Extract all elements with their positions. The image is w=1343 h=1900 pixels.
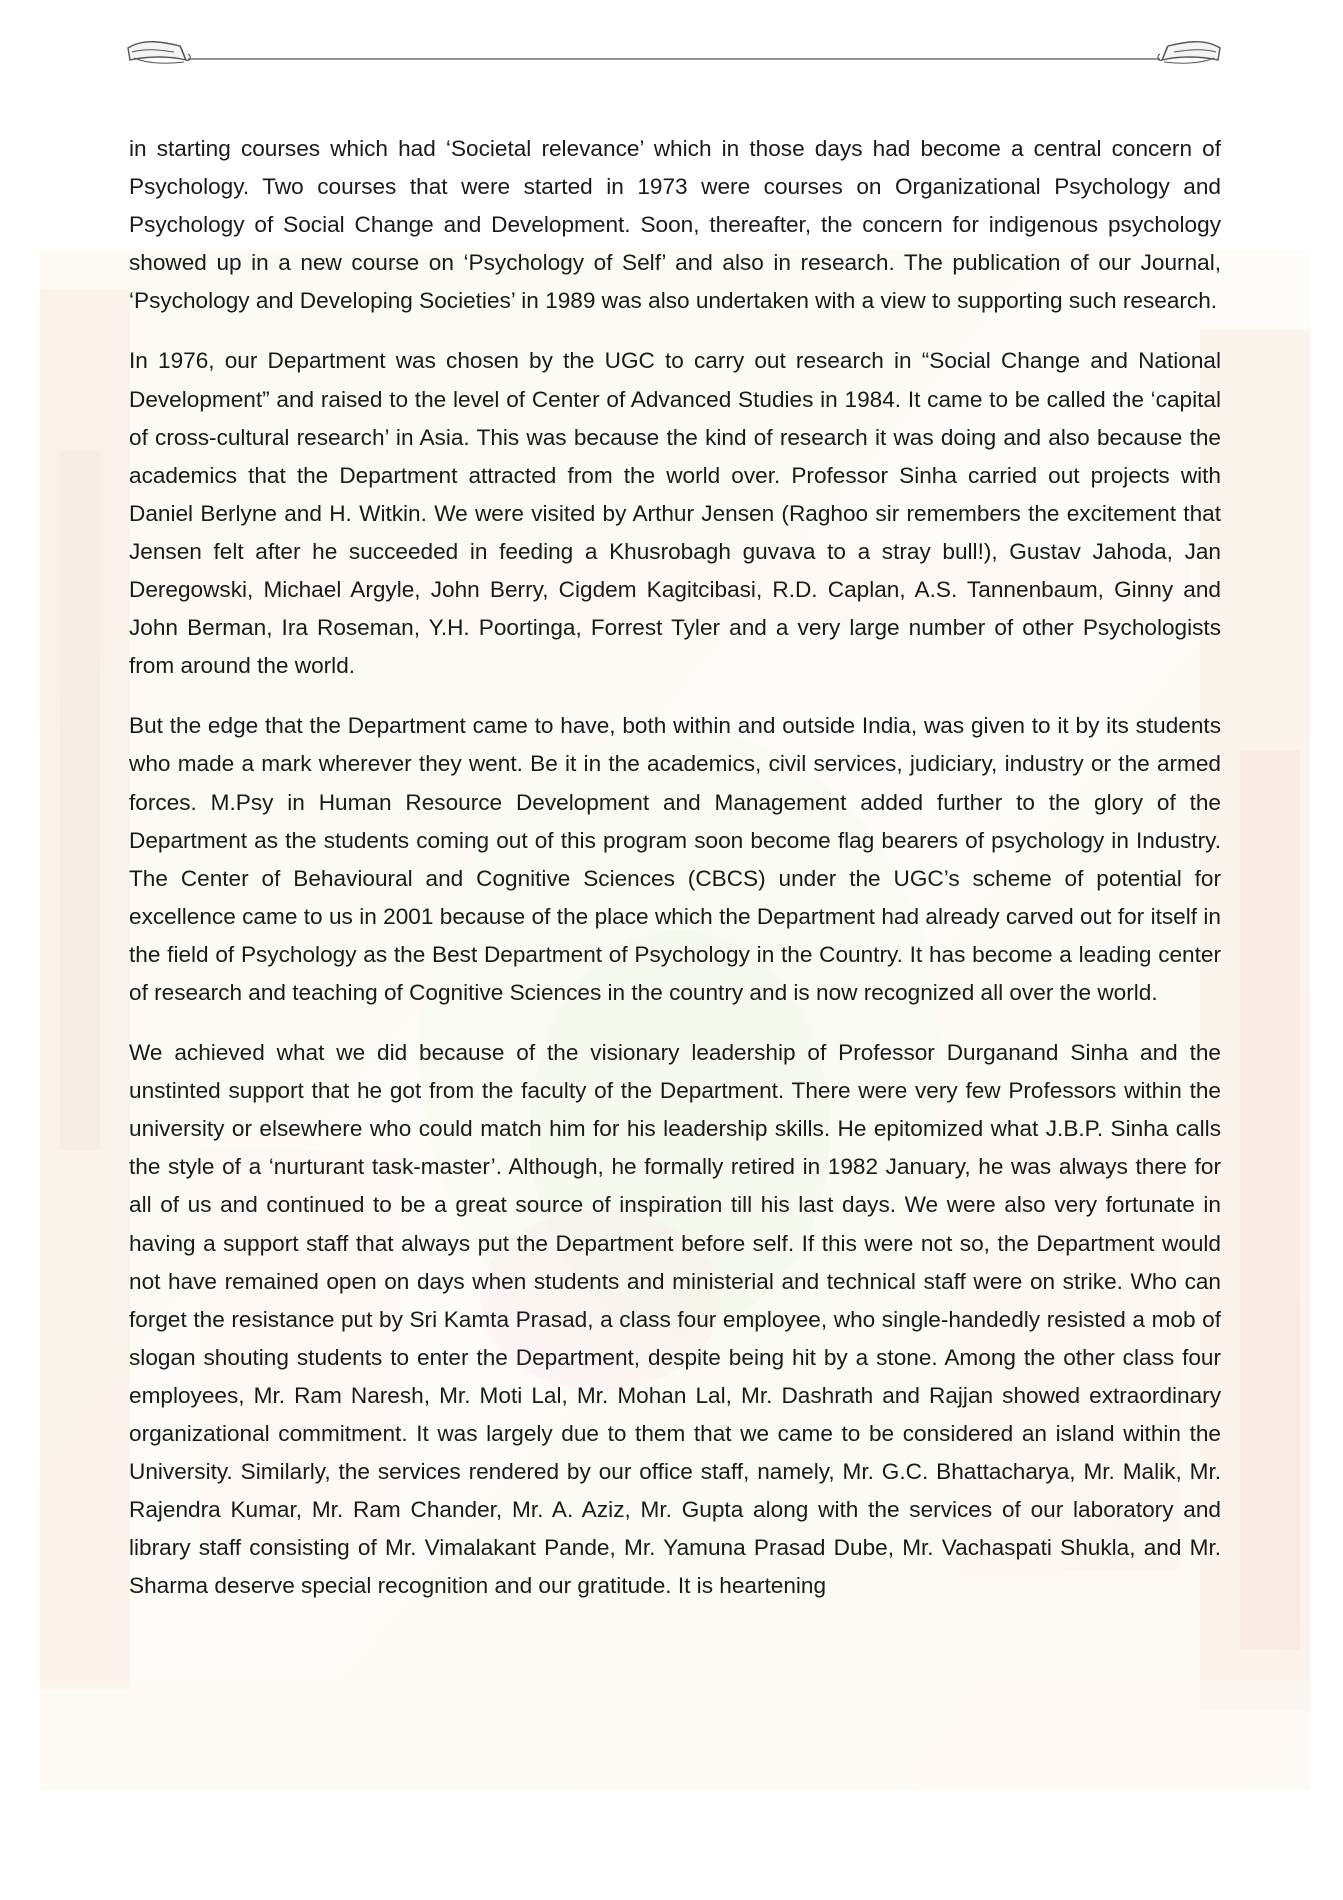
header-rule [124, 34, 1224, 74]
paragraph-3: But the edge that the Department came to have, both within and outside India, was given to it by its students who made a mark wherever they went. Be it in the academics, civil services, judiciary, industry or the armed forces. M.Psy in Human Resource Development and Management added further to the glory of the Department as the students coming out of this program soon become flag bearers of psychology in Industry. The Center of Behavioural and Cognitive Sciences (CBCS) under the UGC’s scheme of potential for excellence came to us in 2001 because of the place which the Department had already carved out for itself in the field of Psychology as the Best Department of Psychology in the Country. It has become a leading center of research and teaching of Cognitive Sciences in the country and is now recognized all over the world. [129, 713, 1221, 1005]
paragraph-1: in starting courses which had ‘Societal relevance’ which in those days had become a central concern of Psychology. Two courses that were started in 1973 were courses on Organizational Psychology and Psychology of Social Change and Development. Soon, thereafter, the concern for indigenous psychology showed up in a new course on ‘Psychology of Self’ and also in research. The publication of our Journal, ‘Psychology and Developing Societies’ in 1989 was also undertaken with a view to supporting such research. [129, 136, 1221, 314]
paragraph-4: We achieved what we did because of the visionary leadership of Professor Durganand Sinha and the unstinted support that he got from the faculty of the Department. There were very few Professors within the university or elsewhere who could match him for his leadership skills. He epitomized what J.B.P. Sinha calls the style of a ‘nurturant task-master’. Although, he formally retired in 1982 January, he was always there for all of us and continued to be a great source of inspiration till his last days. We were also very fortunate in having a support staff that always put the Department before self. If this were not so, the Department would not have remained open on days when students and ministerial and technical staff were on strike. Who can forget the resistance put by Sri Kamta Prasad, a class four employee, who single-handedly resisted a mob of slogan shouting students to enter the Department, despite being hit by a stone. Among the other class four employees, Mr. Ram Naresh, Mr. Moti Lal, Mr. Mohan Lal, Mr. Dashrath and Rajjan showed extraordinary organizational commitment. It was largely due to them that we came to be considered an island within the University. Similarly, the services rendered by our office staff, namely, Mr. G.C. Bhattacharya, Mr. Malik, Mr. Rajendra Kumar, Mr. Ram Chander, Mr. A. Aziz, Mr. Gupta along with the services of our laboratory and library staff consisting of Mr. Vimalakant Pande, Mr. Yamuna Prasad Dube, Mr. Vachaspati Shukla, and Mr. Sharma deserve special recognition and our gratitude. It is heartening [129, 1040, 1221, 1599]
document-body [129, 130, 1221, 1627]
paragraph-2: In 1976, our Department was chosen by the UGC to carry out research in “Social Change and National Development” and raised to the level of Center of Advanced Studies in 1984. It came to be called the ‘capital of cross-cultural research’ in Asia. This was because the kind of research it was doing and also because the academics that the Department attracted from the world over. Professor Sinha carried out projects with Daniel Berlyne and H. Witkin. We were visited by Arthur Jensen (Raghoo sir remembers the excitement that Jensen felt after he succeeded in feeding a Khusrobagh guvava to a stray bull!), Gustav Jahoda, Jan Deregowski, Michael Argyle, John Berry, Cigdem Kagitcibasi, R.D. Caplan, A.S. Tannenbaum, Ginny and John Berman, Ira Roseman, Y.H. Poortinga, Forrest Tyler and a very large number of other Psychologists from around the world. [129, 348, 1221, 679]
scroll-ornament-left-icon [128, 42, 190, 63]
scroll-ornament-right-icon [1158, 42, 1220, 63]
